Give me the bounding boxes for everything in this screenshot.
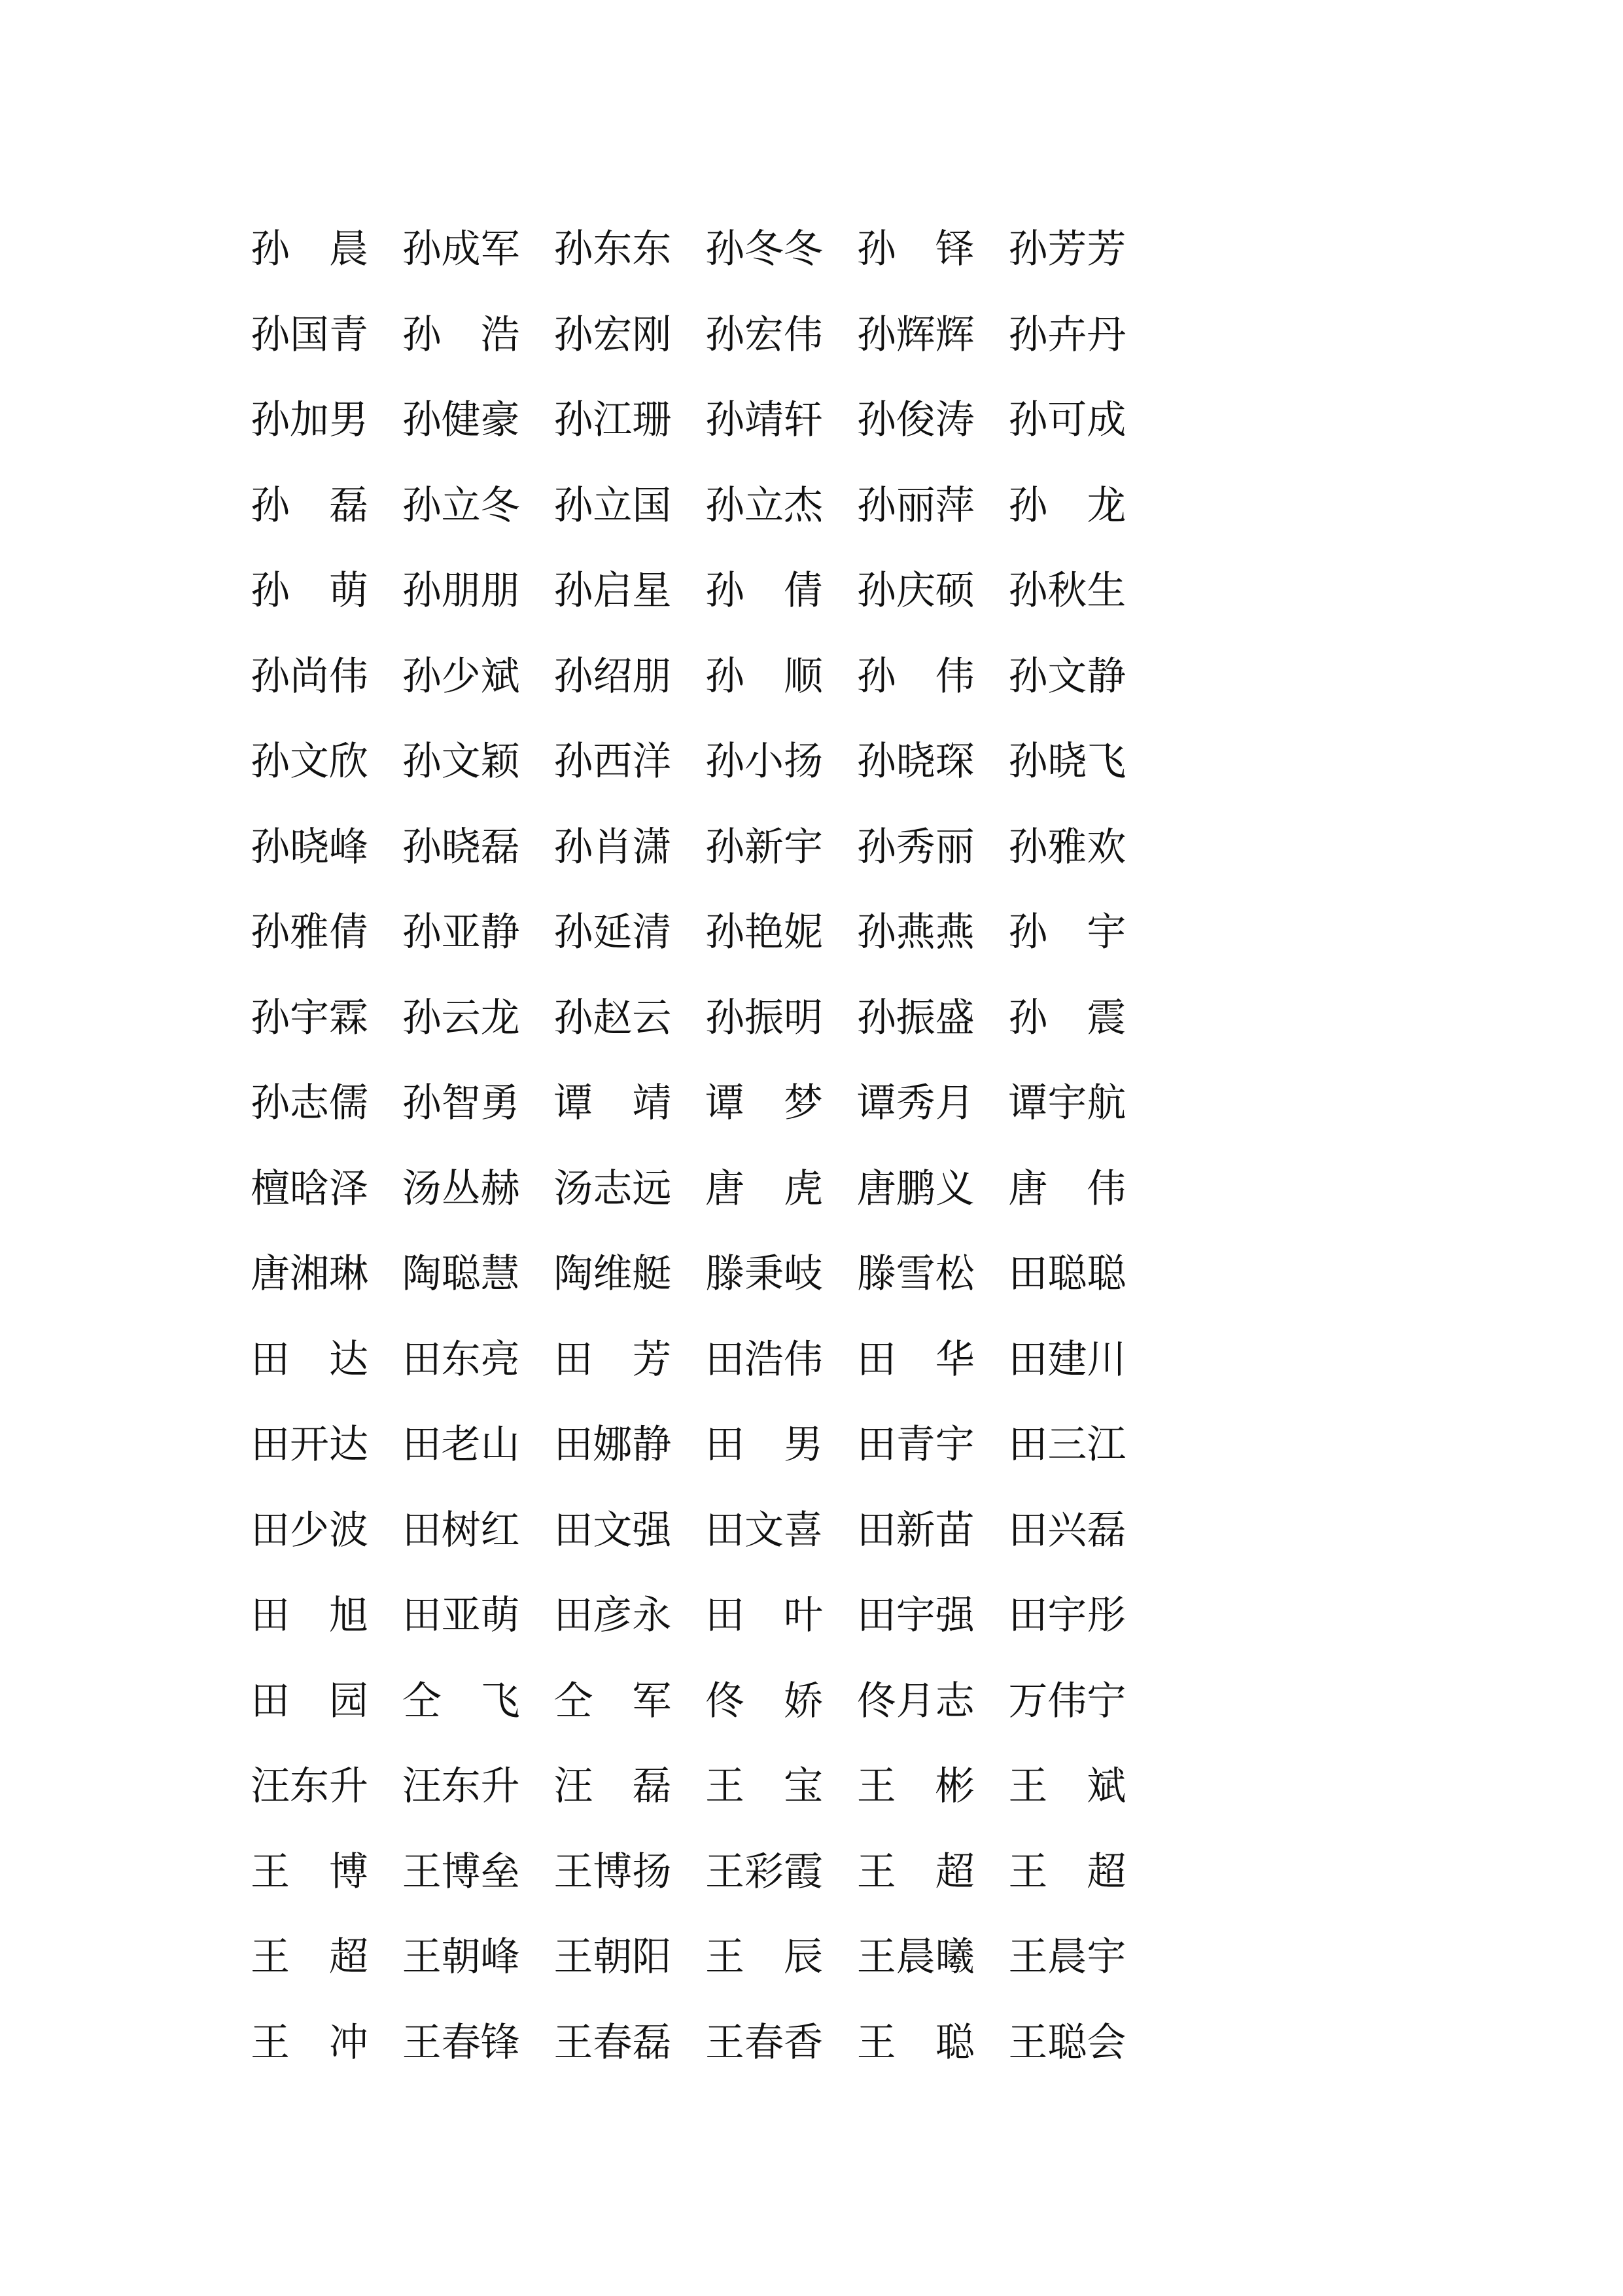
name-entry: 田兴磊 xyxy=(1008,1507,1126,1553)
name-entry: 田 男 xyxy=(705,1422,824,1468)
name-entry: 孙文欣 xyxy=(251,739,368,785)
name-entry: 孙 倩 xyxy=(705,568,824,614)
name-entry: 田开达 xyxy=(251,1422,368,1468)
name-entry: 田三江 xyxy=(1008,1422,1126,1468)
name-entry: 王 辰 xyxy=(705,1934,824,1981)
name-entry: 孙振明 xyxy=(705,995,824,1041)
name-entry: 孙健豪 xyxy=(402,397,520,444)
name-entry: 孙振盛 xyxy=(856,995,975,1041)
name-entry: 田亚萌 xyxy=(402,1593,520,1639)
name-entry: 孙宇霖 xyxy=(251,995,368,1041)
name-entry: 王 冲 xyxy=(251,2019,368,2066)
name-row xyxy=(251,548,1160,634)
name-entry: 滕秉岐 xyxy=(705,1251,824,1298)
name-entry: 田 达 xyxy=(251,1336,368,1383)
name-row xyxy=(251,890,1160,976)
name-entry: 孙燕燕 xyxy=(856,910,975,956)
name-entry: 唐鹏义 xyxy=(856,1165,975,1212)
name-entry: 谭 靖 xyxy=(553,1080,672,1127)
name-entry: 孙晓磊 xyxy=(402,824,520,870)
name-entry: 田建川 xyxy=(1008,1336,1126,1383)
name-entry: 田文强 xyxy=(553,1507,672,1553)
name-entry: 王晨宇 xyxy=(1008,1934,1126,1981)
name-entry: 孙冬冬 xyxy=(705,226,824,273)
name-entry: 孙文静 xyxy=(1008,653,1126,699)
name-entry: 陶聪慧 xyxy=(402,1251,520,1298)
name-entry: 田 园 xyxy=(251,1678,368,1724)
name-entry: 佟月志 xyxy=(856,1678,975,1724)
name-entry: 孙西洋 xyxy=(553,739,672,785)
name-entry: 孙俊涛 xyxy=(856,397,975,444)
name-entry: 田彦永 xyxy=(553,1593,672,1639)
name-entry: 孙 顺 xyxy=(705,653,824,699)
name-entry: 田老山 xyxy=(402,1422,520,1468)
name-entry: 汪东升 xyxy=(251,1763,368,1810)
name-entry: 汪东升 xyxy=(402,1763,520,1810)
name-entry: 孙靖轩 xyxy=(705,397,824,444)
name-entry: 王 彬 xyxy=(856,1763,975,1810)
name-entry: 王朝阳 xyxy=(553,1934,672,1981)
name-entry: 孙宏刚 xyxy=(553,311,672,358)
name-entry: 檀晗泽 xyxy=(251,1165,368,1212)
name-row xyxy=(251,292,1160,378)
name-entry: 万伟宁 xyxy=(1008,1678,1126,1724)
name-entry: 王 聪 xyxy=(856,2019,975,2066)
name-entry: 唐湘琳 xyxy=(251,1251,368,1298)
name-entry: 孙绍朋 xyxy=(553,653,672,699)
name-entry: 田 叶 xyxy=(705,1593,824,1639)
name-entry: 孙肖潇 xyxy=(553,824,672,870)
name-entry: 田 华 xyxy=(856,1336,975,1383)
name-entry: 田 旭 xyxy=(251,1593,368,1639)
name-entry: 孙尚伟 xyxy=(251,653,368,699)
name-entry: 田少波 xyxy=(251,1507,368,1553)
name-entry: 孙宏伟 xyxy=(705,311,824,358)
name-entry: 孙秀丽 xyxy=(856,824,975,870)
name-entry: 王朝峰 xyxy=(402,1934,520,1981)
name-row xyxy=(251,2000,1160,2086)
name-entry: 田东亮 xyxy=(402,1336,520,1383)
name-entry: 孙 龙 xyxy=(1008,482,1126,529)
name-entry: 孙晓峰 xyxy=(251,824,368,870)
name-row xyxy=(251,1744,1160,1829)
name-entry: 滕雪松 xyxy=(856,1251,975,1298)
name-entry: 王晨曦 xyxy=(856,1934,975,1981)
name-row xyxy=(251,1659,1160,1744)
name-entry: 谭 梦 xyxy=(705,1080,824,1127)
name-entry: 田浩伟 xyxy=(705,1336,824,1383)
name-entry: 汤丛赫 xyxy=(402,1165,520,1212)
name-entry: 孙少斌 xyxy=(402,653,520,699)
name-entry: 田青宇 xyxy=(856,1422,975,1468)
name-entry: 孙 宇 xyxy=(1008,910,1126,956)
name-row xyxy=(251,1402,1160,1488)
name-entry: 孙秋生 xyxy=(1008,568,1126,614)
name-entry: 王 超 xyxy=(251,1934,368,1981)
name-entry: 孙国青 xyxy=(251,311,368,358)
name-entry: 孙启星 xyxy=(553,568,672,614)
name-entry: 孙亚静 xyxy=(402,910,520,956)
name-entry: 孙 磊 xyxy=(251,482,368,529)
name-entry: 孙立杰 xyxy=(705,482,824,529)
name-entry: 谭宇航 xyxy=(1008,1080,1126,1127)
name-entry: 孙立国 xyxy=(553,482,672,529)
name-entry: 孙新宇 xyxy=(705,824,824,870)
name-entry: 田树红 xyxy=(402,1507,520,1553)
name-entry: 孙智勇 xyxy=(402,1080,520,1127)
name-entry: 孙雅欢 xyxy=(1008,824,1126,870)
name-entry: 田 芳 xyxy=(553,1336,672,1383)
name-row xyxy=(251,976,1160,1061)
name-entry: 孙文颖 xyxy=(402,739,520,785)
name-entry: 王 超 xyxy=(856,1848,975,1895)
name-entry: 孙 晨 xyxy=(251,226,368,273)
name-entry: 孙可成 xyxy=(1008,397,1126,444)
name-entry: 田新苗 xyxy=(856,1507,975,1553)
name-row xyxy=(251,634,1160,720)
name-entry: 孙芳芳 xyxy=(1008,226,1126,273)
name-entry: 王博扬 xyxy=(553,1848,672,1895)
name-row xyxy=(251,1573,1160,1659)
name-entry: 佟 娇 xyxy=(705,1678,824,1724)
name-entry: 孙艳妮 xyxy=(705,910,824,956)
name-entry: 仝 飞 xyxy=(402,1678,520,1724)
name-list xyxy=(251,207,1160,2085)
name-entry: 孙 伟 xyxy=(856,653,975,699)
name-row xyxy=(251,1488,1160,1574)
name-entry: 孙志儒 xyxy=(251,1080,368,1127)
name-row xyxy=(251,207,1160,292)
name-row xyxy=(251,1061,1160,1146)
name-row xyxy=(251,378,1160,463)
name-entry: 孙庆硕 xyxy=(856,568,975,614)
name-entry: 孙卉丹 xyxy=(1008,311,1126,358)
name-entry: 孙 萌 xyxy=(251,568,368,614)
name-entry: 孙 震 xyxy=(1008,995,1126,1041)
name-entry: 汪 磊 xyxy=(553,1763,672,1810)
name-row xyxy=(251,1146,1160,1232)
name-entry: 汤志远 xyxy=(553,1165,672,1212)
name-entry: 王 超 xyxy=(1008,1848,1126,1895)
name-entry: 王春锋 xyxy=(402,2019,520,2066)
name-entry: 孙朋朋 xyxy=(402,568,520,614)
name-entry: 唐 伟 xyxy=(1008,1165,1126,1212)
name-row xyxy=(251,1915,1160,2000)
name-entry: 孙晓琛 xyxy=(856,739,975,785)
name-entry: 孙赵云 xyxy=(553,995,672,1041)
name-entry: 谭秀月 xyxy=(856,1080,975,1127)
name-row xyxy=(251,805,1160,891)
name-entry: 孙延清 xyxy=(553,910,672,956)
name-entry: 孙小扬 xyxy=(705,739,824,785)
name-entry: 王彩霞 xyxy=(705,1848,824,1895)
name-row xyxy=(251,1231,1160,1317)
name-entry: 孙立冬 xyxy=(402,482,520,529)
name-entry: 田文喜 xyxy=(705,1507,824,1553)
name-row xyxy=(251,719,1160,805)
name-entry: 孙云龙 xyxy=(402,995,520,1041)
name-entry: 田娜静 xyxy=(553,1422,672,1468)
name-row xyxy=(251,1317,1160,1403)
name-entry: 孙雅倩 xyxy=(251,910,368,956)
name-entry: 田宇强 xyxy=(856,1593,975,1639)
name-entry: 孙 铎 xyxy=(856,226,975,273)
name-entry: 孙丽萍 xyxy=(856,482,975,529)
name-entry: 唐 虎 xyxy=(705,1165,824,1212)
name-entry: 仝 军 xyxy=(553,1678,672,1724)
name-entry: 王 宝 xyxy=(705,1763,824,1810)
name-entry: 孙东东 xyxy=(553,226,672,273)
name-entry: 田聪聪 xyxy=(1008,1251,1126,1298)
name-entry: 王博垒 xyxy=(402,1848,520,1895)
name-row xyxy=(251,1829,1160,1915)
name-entry: 孙晓飞 xyxy=(1008,739,1126,785)
name-entry: 孙江珊 xyxy=(553,397,672,444)
name-entry: 孙加男 xyxy=(251,397,368,444)
name-entry: 孙 浩 xyxy=(402,311,520,358)
name-entry: 田宇彤 xyxy=(1008,1593,1126,1639)
name-row xyxy=(251,463,1160,549)
name-entry: 陶维艇 xyxy=(553,1251,672,1298)
name-entry: 王春香 xyxy=(705,2019,824,2066)
name-entry: 孙成军 xyxy=(402,226,520,273)
name-entry: 王 斌 xyxy=(1008,1763,1126,1810)
name-entry: 孙辉辉 xyxy=(856,311,975,358)
name-entry: 王 博 xyxy=(251,1848,368,1895)
name-entry: 王春磊 xyxy=(553,2019,672,2066)
name-entry: 王聪会 xyxy=(1008,2019,1126,2066)
